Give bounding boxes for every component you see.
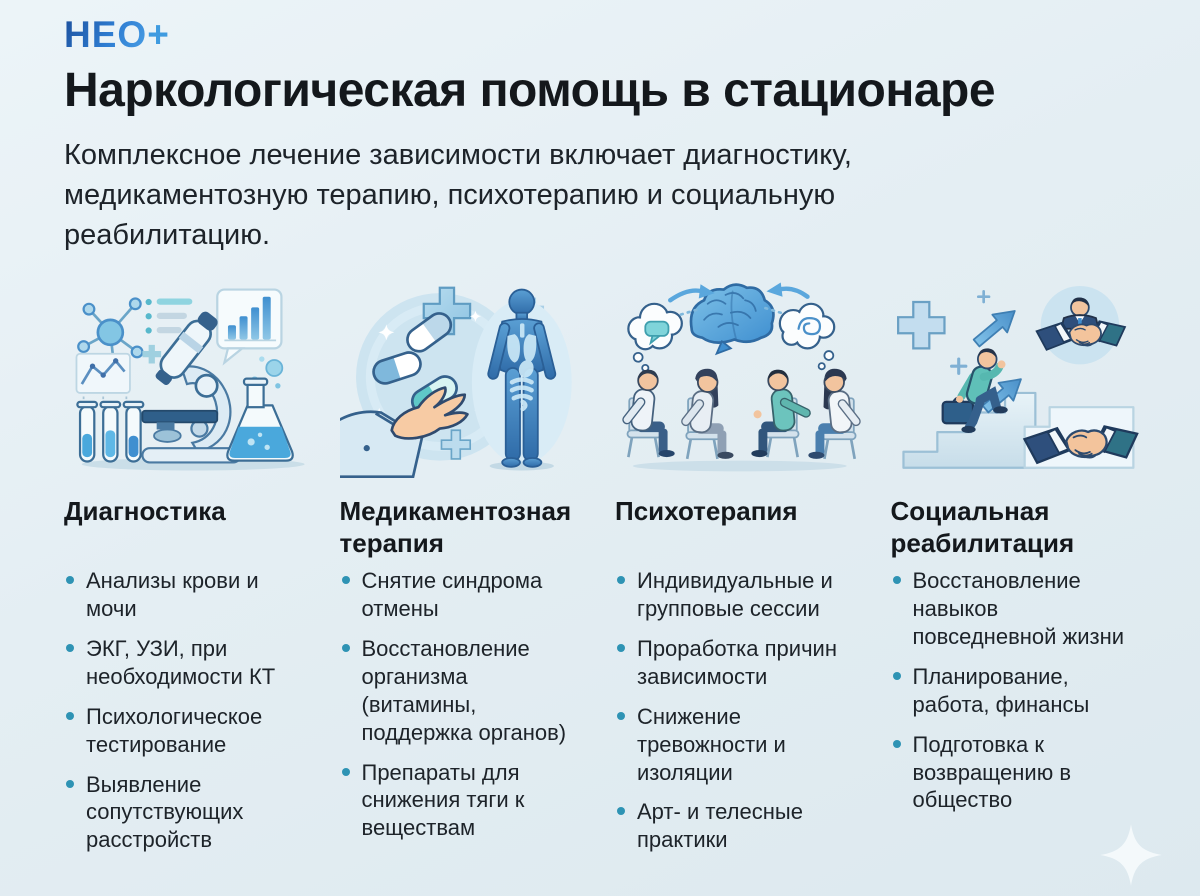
plus-icon <box>142 345 161 364</box>
column-heading-psychotherapy: Психотерапия <box>615 495 798 526</box>
columns-grid <box>64 267 1140 866</box>
psychotherapy-list <box>615 567 865 854</box>
logo-plus-icon: + <box>147 14 170 55</box>
thought-cloud-icon <box>780 304 834 369</box>
briefcase-icon <box>942 402 972 423</box>
social-rehab-illustration <box>891 267 1141 485</box>
page-subtitle: Комплексное лечение зависимости включает диагностику, медикаментозную терапию, психотерапию и социальную реабилитацию. <box>64 138 852 251</box>
test-tubes-icon <box>77 402 143 462</box>
logo <box>64 16 1140 53</box>
lab-diagnostics-illustration <box>64 267 314 485</box>
diagnostics-list <box>64 567 314 854</box>
hand-pills-body-icon <box>340 267 590 485</box>
social-rehab-list <box>891 567 1141 815</box>
seated-person-icon <box>680 369 733 459</box>
sparkle-icon <box>1098 822 1164 888</box>
list-item: Восстановление навыков повседневной жизни <box>891 567 1141 651</box>
page-title: Наркологическая помощь в стационаре <box>64 64 996 117</box>
microscope-lab-icon <box>64 267 314 485</box>
column-social-rehab <box>891 267 1141 866</box>
column-heading-diagnostics: Диагностика <box>64 495 226 526</box>
flask-icon <box>227 356 292 460</box>
list-item: Проработка причин зависимости <box>615 635 865 691</box>
stairs-handshake-icon <box>891 267 1141 485</box>
medical-cross-icon <box>898 302 944 348</box>
column-medication <box>340 267 590 866</box>
column-psychotherapy <box>615 267 865 866</box>
list-item: Психологическое тестирование <box>64 703 314 759</box>
psychotherapy-illustration <box>615 267 865 485</box>
list-item: Снятие синдрома отмены <box>340 567 590 623</box>
list-item: Планирование, работа, финансы <box>891 663 1141 719</box>
list-item: Выявление сопутствующих расстройств <box>64 771 314 855</box>
seated-person-icon <box>621 370 674 457</box>
list-item: Восстановление организма (витамины, поддержка органов) <box>340 635 590 747</box>
list-item: ЭКГ, УЗИ, при необходимости КТ <box>64 635 314 691</box>
list-item: Анализы крови и мочи <box>64 567 314 623</box>
group-therapy-icon <box>615 267 865 485</box>
column-diagnostics <box>64 267 314 866</box>
list-item: Препараты для снижения тяги к веществам <box>340 759 590 843</box>
list-item: Снижение тревожности и изоляции <box>615 703 865 787</box>
list-item: Индивидуальные и групповые сессии <box>615 567 865 623</box>
list-item: Подготовка к возвращению в общество <box>891 731 1141 815</box>
medication-illustration <box>340 267 590 485</box>
seated-person-icon <box>751 370 811 457</box>
seated-person-icon <box>808 369 861 459</box>
bar-chart-bubble-icon <box>217 289 281 362</box>
medication-list <box>340 567 590 842</box>
list-item: Арт- и телесные практики <box>615 798 865 854</box>
thought-cloud-icon <box>628 304 681 371</box>
column-heading-social-rehab: Социальная реабилитация <box>890 495 1075 559</box>
column-heading-medication: Медикаментозная терапия <box>339 495 572 559</box>
logo-text: НЕО <box>64 14 148 55</box>
